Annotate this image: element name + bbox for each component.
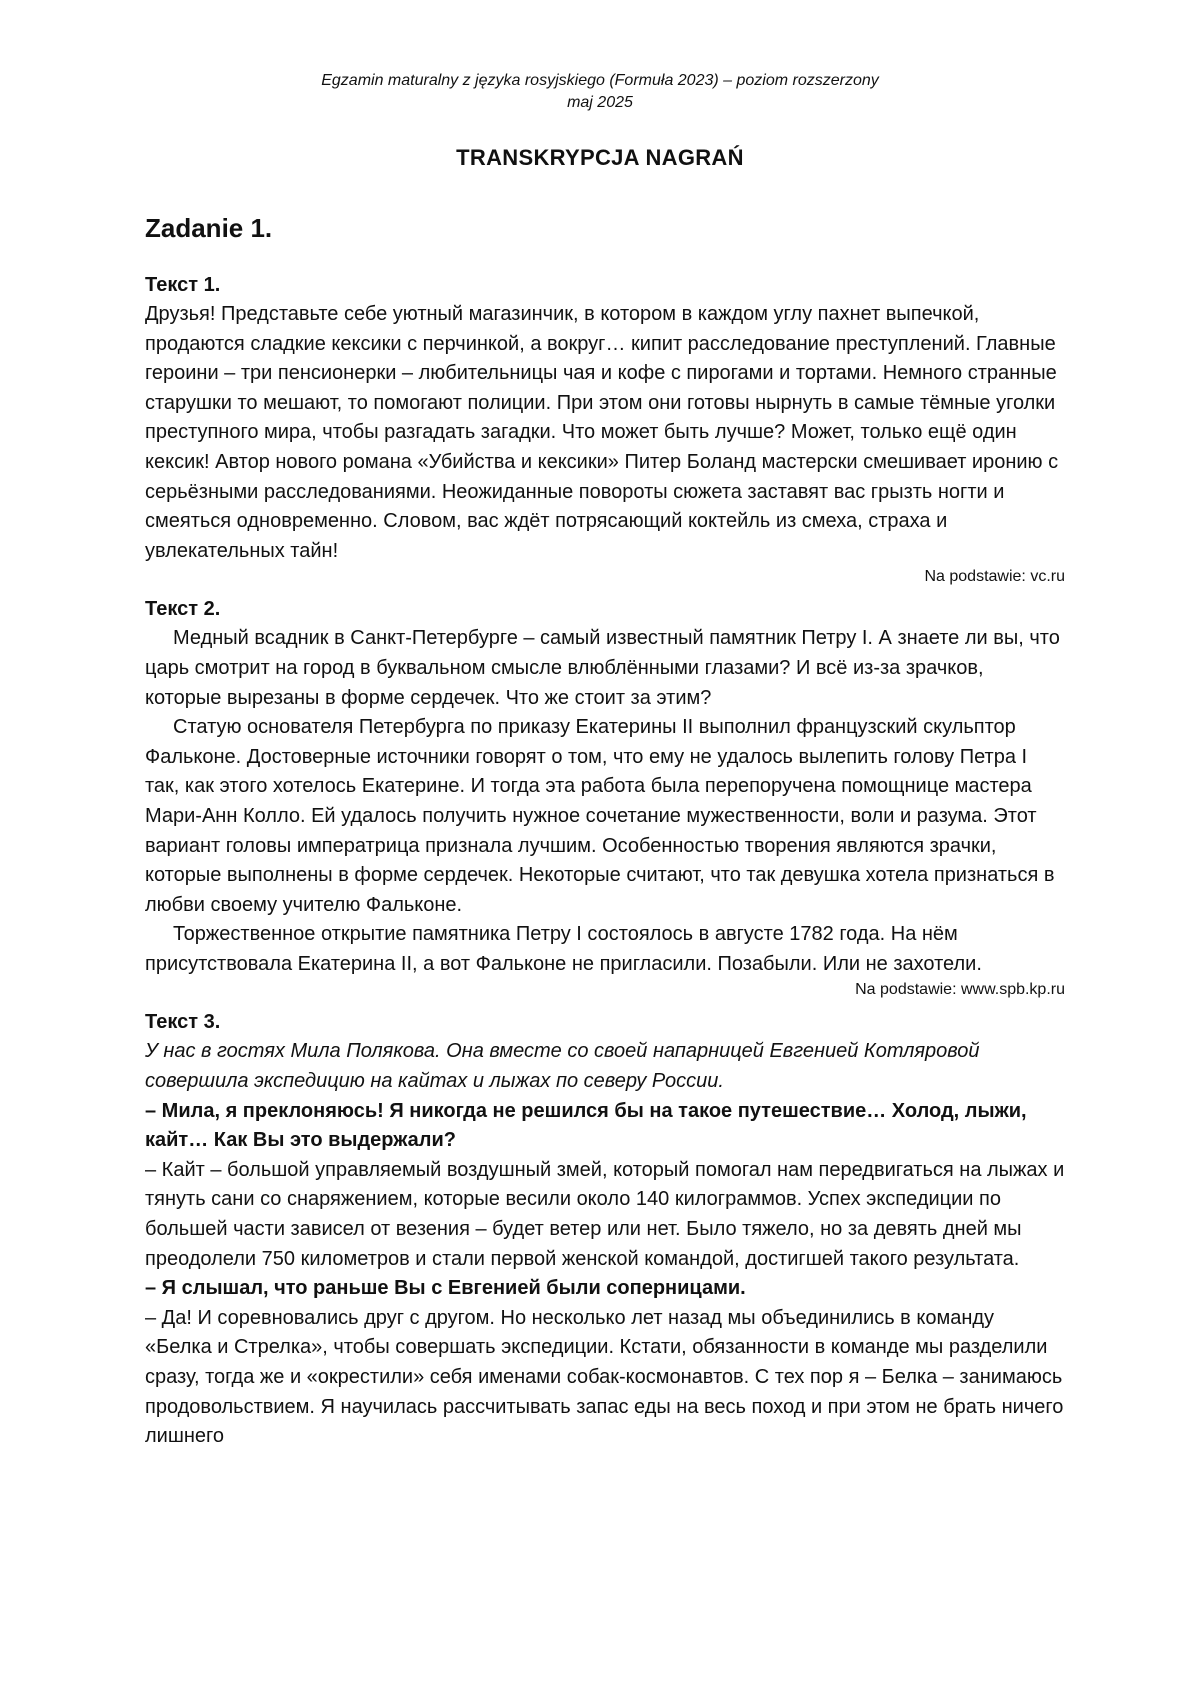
document-body <box>145 210 1065 1452</box>
text3-title: Текст 3. <box>145 1011 221 1034</box>
text2-section <box>145 594 1065 1001</box>
task-title: Zadanie 1. <box>145 213 273 243</box>
page-title: TRANSKRYPCJA NAGRAŃ <box>456 145 744 170</box>
text1-source: Na podstawie: vc.ru <box>924 568 1065 586</box>
text1-section <box>145 270 1065 588</box>
text3-answer-1: – Кайт – большой управляемый воздушный змей, который помогал нам передвигаться на лыжах и тянуть сани со снаряжением, которые весили около 140 килограммов. Успех экспедиции по большей части зависел от везения – будет ветер или нет. Было тяжело, но за девять дней мы преодолели 750 километров и стали первой женской командой, достигшей такого результата. <box>145 1158 1065 1270</box>
text1-title: Текст 1. <box>145 274 221 296</box>
text3-question-1: – Мила, я преклоняюсь! Я никогда не решился бы на такое путешествие… Холод, лыжи, кайт… Как Вы это выдержали? <box>145 1099 1027 1152</box>
text2-paragraph-1: Медный всадник в Санкт-Петербурге – самый известный памятник Петру I. А знаете ли вы, что царь смотрит на город в буквальном смысле влюблёнными глазами? И всё из-за зрачков, которые вырезаны в форме сердечек. Что же стоит за этим? <box>145 627 1060 709</box>
text1-body: Друзья! Представьте себе уютный магазинчик, в котором в каждом углу пахнет выпечкой, продаются сладкие кексики с перчинкой, а вокруг… кипит расследование преступлений. Главные героини – три пенсионерки – любительницы чая и кофе с пирогами и тортами. Немного странные старушки то мешают, то помогают полиции. При этом они готовы нырнуть в самые тёмные уголки преступного мира, чтобы разгадать загадки. Что может быть лучше? Может, только ещё один кексик! Автор нового романа «Убийства и кексики» Питер Боланд мастерски смешивает иронию с серьёзными расследованиями. Неожиданные повороты сюжета заставят вас грызть ногти и смеяться одновременно. Словом, вас ждёт потрясающий коктейль из смеха, страха и увлекательных тайн! <box>145 303 1059 562</box>
text3-question-2: – Я слышал, что раньше Вы с Евгенией были соперницами. <box>145 1277 746 1300</box>
text3-answer-2: – Да! И соревновались друг с другом. Но несколько лет назад мы объединились в команду «Белка и Стрелка», чтобы совершать экспедиции. Кстати, обязанности в команде мы разделили сразу, тогда же и «окрестили» себя именами собак-космонавтов. С тех пор я – Белка – занимаюсь продовольствием. Я научилась рассчитывать запас еды на весь поход и при этом не брать ничего лишнего <box>145 1306 1064 1448</box>
exam-header-line2: maj 2025 <box>567 94 633 111</box>
text2-paragraph-3: Торжественное открытие памятника Петру I состоялось в августе 1782 года. На нём присутствовала Екатерина II, а вот Фальконе не пригласили. Позабыли. Или не захотели. <box>145 923 982 975</box>
text3-intro: У нас в гостях Мила Полякова. Она вместе со своей напарницей Евгенией Котляровой совершила экспедицию на кайтах и лыжах по северу России. <box>145 1040 980 1093</box>
exam-header <box>0 70 1200 114</box>
text2-title: Текст 2. <box>145 598 221 621</box>
text3-section <box>145 1007 1065 1451</box>
exam-header-line1: Egzamin maturalny z języka rosyjskiego (Formuła 2023) – poziom rozszerzony <box>321 72 879 89</box>
text2-source: Na podstawie: www.spb.kp.ru <box>855 981 1065 999</box>
text2-paragraph-2: Статую основателя Петербурга по приказу Екатерины II выполнил французский скульптор Фальконе. Достоверные источники говорят о том, что ему не удалось вылепить голову Петра I так, как этого хотелось Екатерине. И тогда эта работа была перепоручена помощнице мастера Мари-Анн Колло. Ей удалось получить нужное сочетание мужественности, воли и разума. Этот вариант головы императрица признала лучшим. Особенностью творения являются зрачки, которые выполнены в форме сердечек. Некоторые считают, что так девушка хотела признаться в любви своему учителю Фальконе. <box>145 716 1055 916</box>
